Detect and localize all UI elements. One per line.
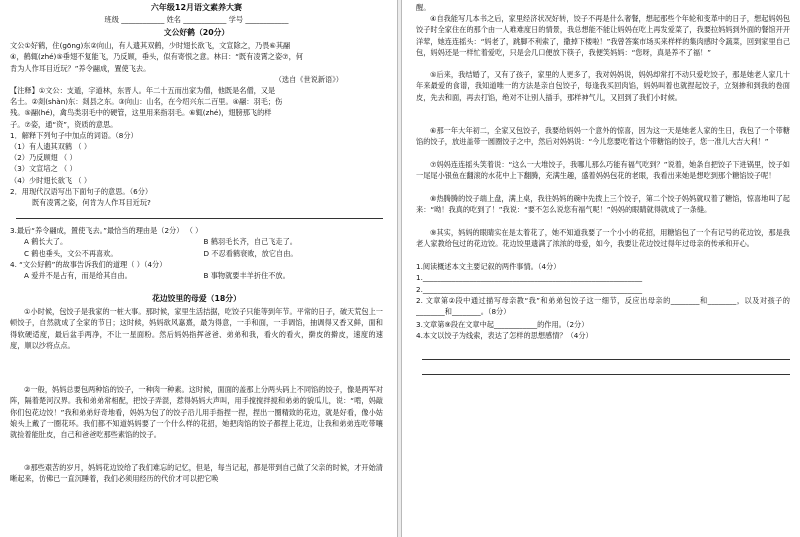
option-b[interactable]: B 鹤羽毛长齐，自己飞走了。 [203,237,297,247]
question-1-item: （2）乃反顾翅 （ ） [10,153,77,163]
option-b[interactable]: B 事物就要丰羊折住不放。 [203,271,290,281]
passage-source: （选自《世说新语》） [274,74,343,84]
passage-line: 文公①好鹤，住(gōng)东②向山，有人遗其双鹤，少时翅长欲飞，文宣除之，乃畏⑥其翮 [10,41,291,51]
question-r2: 2. 文章第②段中通过描写母亲教“我”和弟弟包饺子这一细节，反应出母亲的________和________，以及对孩子的________和________。（8分） [416,295,790,317]
exam-title: 六年级12月语文素养大赛 [150,3,243,12]
question-3: 3.最后“养令翮成，置使飞去。”最恰当的理由是（2分） （ ） [10,226,203,236]
note-line: 【注释】①文公：支遁，字道林，东晋人。年二十五而出家为僧，他既是名僧，又是 [10,86,276,96]
question-2: 2．用现代汉语写出下面句子的意思。（6分） [10,186,153,196]
section-title-wenggong: 文公好鹤（20分） [163,28,230,38]
question-3-options [10,236,383,258]
question-2-sentence: 既有凌霄之姿，何肯为人作耳目近玩? [32,198,151,208]
story-paragraph-8: ⑧热腾腾的饺子端上盘，满上桌，我往妈妈的碗中先拨上三个饺子，第二个饺子妈妈就叹着了糖馅，惊喜地叫了起来：“呦！我真的吃到了！”我说：“要不怎么说您有福气呢！”妈妈的眼睛就得就成了一条缝。 [416,194,790,215]
passage-line: ④，鹤辄(zhé)⑤垂翅不复能飞，乃反顾，垂头，似有寄恨之意。林曰：“既有凌霄之姿⑦，何 [10,52,303,62]
note-line: 名士。②剡(shàn)东：剡县之东。③向山：山名，在今绍兴东二百里。④翮：羽毛；伤 [10,97,283,107]
question-1: 1．解释下列句子中加点的词语。（8分） [10,130,138,140]
exam-page-left [0,0,398,537]
section-title-dumplings: 花边饺里的母爱（18分） [152,294,241,304]
story-paragraph-1: ①小时候，包饺子是我家的一桩大事。那时候，家里生活拮据，吃饺子只能等到年节。平常的日子，破天荒包上一顿饺子，自然就成了全家的节日；这时候，妈妈欲风嘉熹，最为得意，一手和面，一手调馅，抽调得又香又鲜，面和得软硬适度，最后盆手两净，不让一星面粉。然后妈妈指挥爸爸、弟弟和我，看火的看火，擀皮的擀皮，速度的速度，顺以沙将点点。 [10,307,383,350]
note-line: 子。⑦姿，通“资”，资质的意思。 [10,119,118,129]
option-a[interactable]: A 爱并不是占有，而是给其自由。 [24,271,132,281]
option-c[interactable]: C 鹤也垂头，文公不再喜欢。 [24,248,118,258]
question-4-options [10,270,383,281]
question-1-item: （1）有人遗其双鹤 （ ） [10,142,92,152]
student-info-line: 班级 ____________ 姓名 ____________ 学号 ____________ [104,15,289,24]
question-r3: 3.文章第⑨段在文章中起____________的作用。（2分） [416,319,589,329]
note-line: 残。⑤翮(hé)，禽鸟类羽毛中的硬管，这里用来指羽毛。⑥辄(zhé)，翅膀那飞的样 [10,108,272,118]
answer-line-2[interactable]: 2._____________________________________________________________ [416,284,643,294]
story-paragraph-7: ⑦妈妈连连摇头笑着说：“这么一大堆饺子，我哪儿那么巧能有福气吃到？”说着，她条自把饺子下进锅里，饺子如一尾尾小银鱼在翻滚的水花中上下翻腾，充满生趣，盛着妈妈包花的老眼，我看出来她是想吃到那个糖馅饺子呢！ [416,160,790,181]
passage-line: 肯为人作耳目近玩？”养令翮成，置使飞去。 [10,63,151,73]
question-r4: 4.本文以饺子为线索，表达了怎样的思想感情？（4分） [416,331,593,341]
story-paragraph-9: ⑨其实，妈妈的眼睛实在是太着花了，她不知道我要了一个小小的花招，用糖馅包了一个有记号的花边饺，那是我老人家教给包过的花边饺。花边饺里遗满了浓浓的母爱，如今，我要让花边饺过得年过母亲的传承和开心。 [416,228,790,249]
exam-page-right [401,0,800,537]
answer-line-1[interactable]: 1._____________________________________________________________ [416,273,643,283]
question-1-item: （3）文宣培之 （ ） [10,164,77,174]
story-paragraph-6: ⑥那一年大年初二，全家又包饺子，我要给妈妈一个意外的惊喜，因为这一天是她老人家的生日，我包了一个带糖馅的饺子，放进盖带一圆圈饺子之中，然后对妈妈说：“今儿您要吃着这个带糖馅的饺子，您一准儿大吉大利！” [416,126,790,147]
story-paragraph-3: ③那些艰苦的岁月，妈妈花边饺给了我们难忘的记忆，但是，每当记起，都是带到自己做了父亲的时候，才开始清晰起来，仿佛已一直沉睡着，我们必须用经历的代价才可以把它唤 [10,463,383,484]
option-d[interactable]: D 不忍看鹤衰败，放它自由。 [203,248,298,258]
answer-line[interactable] [422,359,790,360]
question-1-item: （4）少时翅长欲飞 （ ） [10,175,92,185]
story-paragraph-4: ④自我能写几本书之后，家里经济状况好转，饺子不再是什么奢餐，想起那些个年轮和变革中的日子，想起妈妈包饺子时全家住在的那个由一人难难度日的情景，我总想能不能让妈妈在吃上再发爱菜了，我要拉妈妈到外面的餐馆开开洋荤，她连连摇头：“妈老了，跳脚不利索了，撒掉下楼啦！”我曾答案市场买来样样的集肉感时令蔬菜，回到家里自己包，妈妈还是一样忙着爱吃，只是会几口便放下筷子，我便笑妈妈：“您呀，真是养不了福！” [416,14,790,57]
story-continued: 醒。 [416,3,431,12]
story-paragraph-2: ②一般，妈妈总要包两种馅的饺子，一种肉一种素。这时候，面面的盖那上分两头码上不同馅的饺子，像是两军对阵，隔着楚河汉界。我和弟弟常相配，把饺子弄混，惹得妈妈大声叫，用手搅搅拌搅和弟弟的貌瓜儿，说：“啃，妈敲你们包花边饺！”我和弟弟好奇地看，妈妈为包了的饺子沿儿用手指捏一捏，捏出一圈精致的花边，就是好看，像小姑娘头上戴了一圈花环。我们都不知道妈妈要了一个什么样的花招，她把肉馅的饺子都捏上花边，让我和弟弟连吃带嚷就捡着能肚皮，自己和爸爸吃那些素馅的饺子。 [10,385,383,440]
story-paragraph-5: ⑤后来，我结婚了，又有了孩子，家里的人更多了，我对妈妈说，妈妈却常打不动只爱吃饺子，那是她老人家几十年来最爱的食谱，我知道唯一的方法是亲自包饺子，每逢我买回肉馅，妈妈叫着也就捏起饺子，立刻掺和到我的卷面皮，先去和面，再去打馅，绝对不让别人插手，那样神气儿，又回到了我们小时候。 [416,70,790,102]
option-a[interactable]: A 鹤长大了。 [24,237,68,247]
question-r1: 1.阅读概述本文主要记叙的两件事情。（4分） [416,262,561,272]
answer-line[interactable] [422,374,790,375]
question-4: 4. “文公好鹤”的故事告诉我们的道理（ ）（4分） [10,259,167,269]
answer-line[interactable] [16,218,383,219]
